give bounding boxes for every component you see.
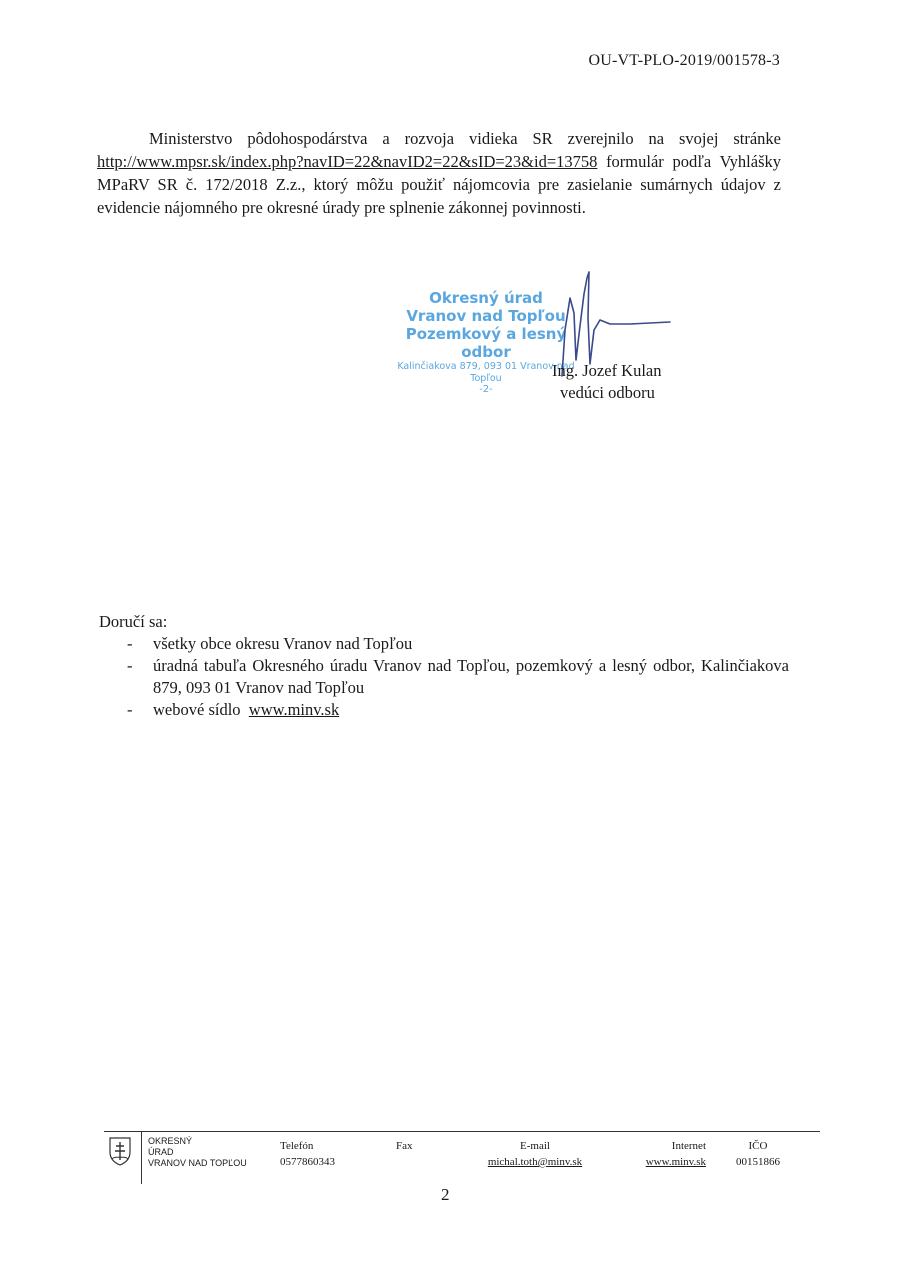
footer-office-name: OKRESNÝ ÚRAD VRANOV NAD TOPĽOU — [148, 1136, 247, 1168]
mpsr-form-link[interactable]: http://www.mpsr.sk/index.php?navID=22&navID2=22&sID=23&id=13758 — [97, 152, 598, 171]
signer-name: Ing. Jozef Kulan — [552, 361, 662, 380]
paragraph-text-start: Ministerstvo pôdohospodárstva a rozvoja vidieka SR zverejnilo na svojej stránke — [149, 129, 781, 148]
list-item: - úradná tabuľa Okresného úradu Vranov nad Topľou, pozemkový a lesný odbor, Kalinčiakova 879, 093 01 Vranov nad Topľou — [127, 656, 789, 697]
page-number: 2 — [441, 1185, 450, 1204]
stamp-line-address: Kalinčiakova 879, 093 01 Vranov nad Topľou — [397, 361, 575, 384]
footer-divider — [141, 1132, 142, 1184]
delivery-section — [99, 611, 789, 721]
coat-of-arms-icon — [108, 1136, 132, 1166]
paragraph-text-end: formulár podľa Vyhlášky MPaRV SR č. 172/2018 Z.z., ktorý môžu použiť nájomcovia pre zasielanie sumárnych údajov z evidencie nájomného pre okresné úrady pre splnenie zákonnej povinnosti. — [97, 152, 781, 217]
list-item: - webové sídlo www.minv.sk — [127, 700, 340, 719]
minv-website-link[interactable]: www.minv.sk — [248, 700, 340, 719]
footer-phone: Telefón 0577860343 — [280, 1140, 335, 1168]
delivery-heading: Doručí sa: — [99, 612, 168, 631]
delivery-list — [99, 633, 789, 721]
footer-internet: Internet www.minv.sk — [630, 1138, 706, 1170]
stamp-line-office: Okresný úrad — [429, 289, 543, 307]
footer-email: E-mail michal.toth@minv.sk — [480, 1138, 590, 1170]
signer-block — [552, 360, 662, 404]
list-item: - všetky obce okresu Vranov nad Topľou — [127, 634, 413, 653]
signer-title: vedúci odboru — [560, 383, 655, 402]
footer-internet-link[interactable]: www.minv.sk — [645, 1156, 706, 1168]
stamp-line-number: -2- — [479, 384, 493, 395]
footer-email-link[interactable]: michal.toth@minv.sk — [487, 1156, 583, 1168]
footer — [104, 1131, 820, 1184]
document-reference-number: OU-VT-PLO-2019/001578-3 — [588, 52, 780, 69]
footer-ico: IČO 00151866 — [736, 1140, 780, 1168]
body-paragraph — [97, 127, 781, 219]
footer-fax: Fax — [396, 1140, 413, 1152]
stamp-line-department: Pozemkový a lesný odbor — [405, 325, 567, 361]
stamp-line-town: Vranov nad Topľou — [406, 307, 566, 325]
